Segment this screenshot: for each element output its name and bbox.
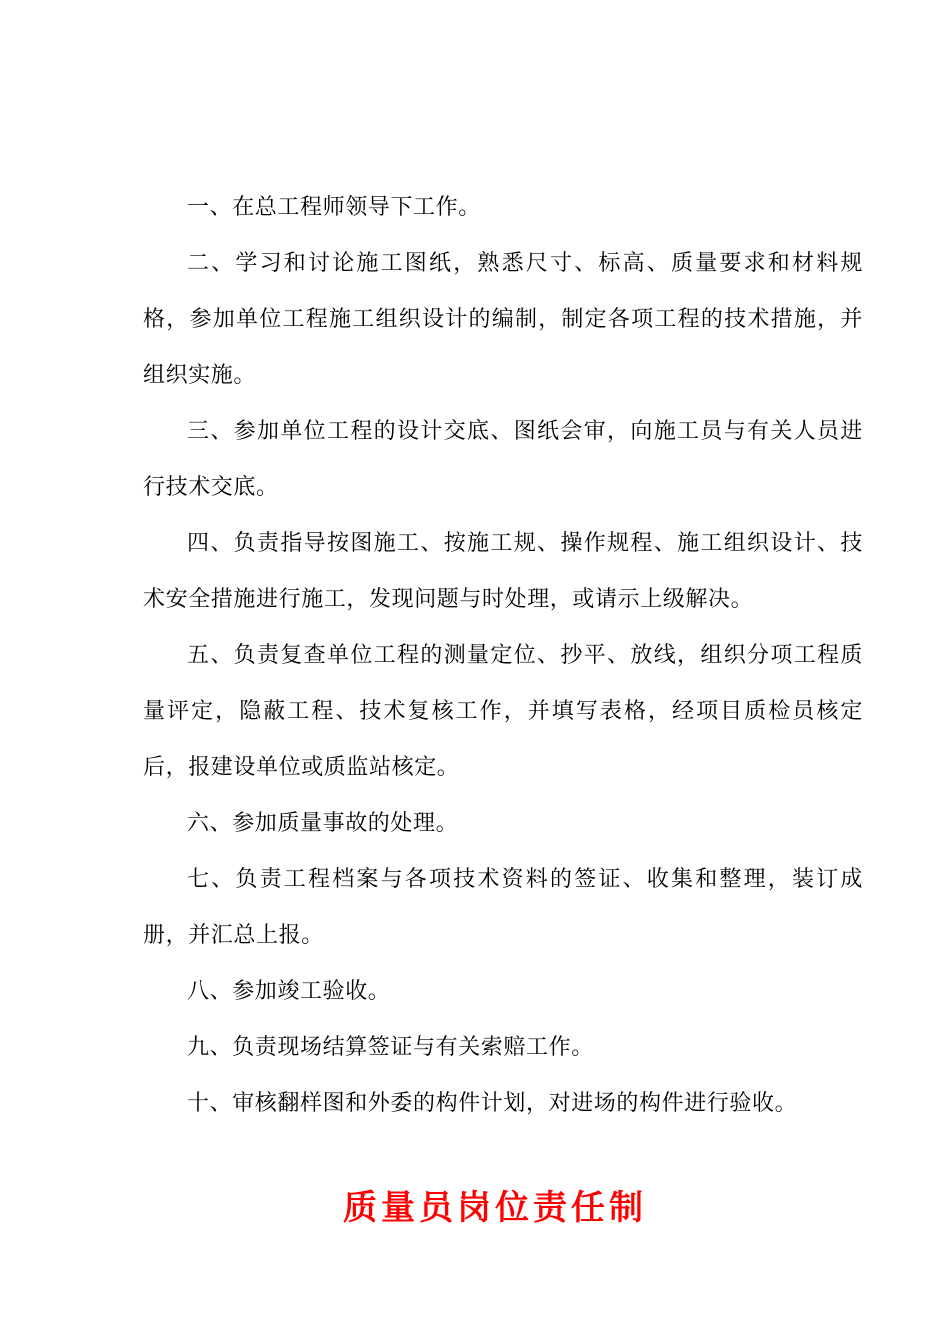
duty-item-4: 四、负责指导按图施工、按施工规、操作规程、施工组织设计、技术安全措施进行施工，发现问题与时处理，或请示上级解决。 <box>143 531 863 612</box>
duties-list <box>143 180 863 1132</box>
duty-item-5: 五、负责复查单位工程的测量定位、抄平、放线，组织分项工程质量评定，隐蔽工程、技术复核工作，并填写表格，经项目质检员核定后，报建设单位或质监站核定。 <box>143 643 863 780</box>
duty-item-1: 一、在总工程师领导下工作。 <box>187 195 481 220</box>
duty-item-9: 九、负责现场结算签证与有关索赔工作。 <box>187 1035 594 1060</box>
duty-item-8: 八、参加竣工验收。 <box>187 979 391 1004</box>
duty-item-10: 十、审核翻样图和外委的构件计划，对进场的构件进行验收。 <box>187 1091 798 1116</box>
duty-item-2: 二、学习和讨论施工图纸，熟悉尺寸、标高、质量要求和材料规格，参加单位工程施工组织设计的编制，制定各项工程的技术措施，并组织实施。 <box>143 251 863 388</box>
duty-item-3: 三、参加单位工程的设计交底、图纸会审，向施工员与有关人员进行技术交底。 <box>143 419 863 500</box>
duty-item-6: 六、参加质量事故的处理。 <box>187 811 459 836</box>
section-title: 质量员岗位责任制 <box>343 1188 647 1228</box>
duty-item-7: 七、负责工程档案与各项技术资料的签证、收集和整理，装订成册，并汇总上报。 <box>143 867 863 948</box>
